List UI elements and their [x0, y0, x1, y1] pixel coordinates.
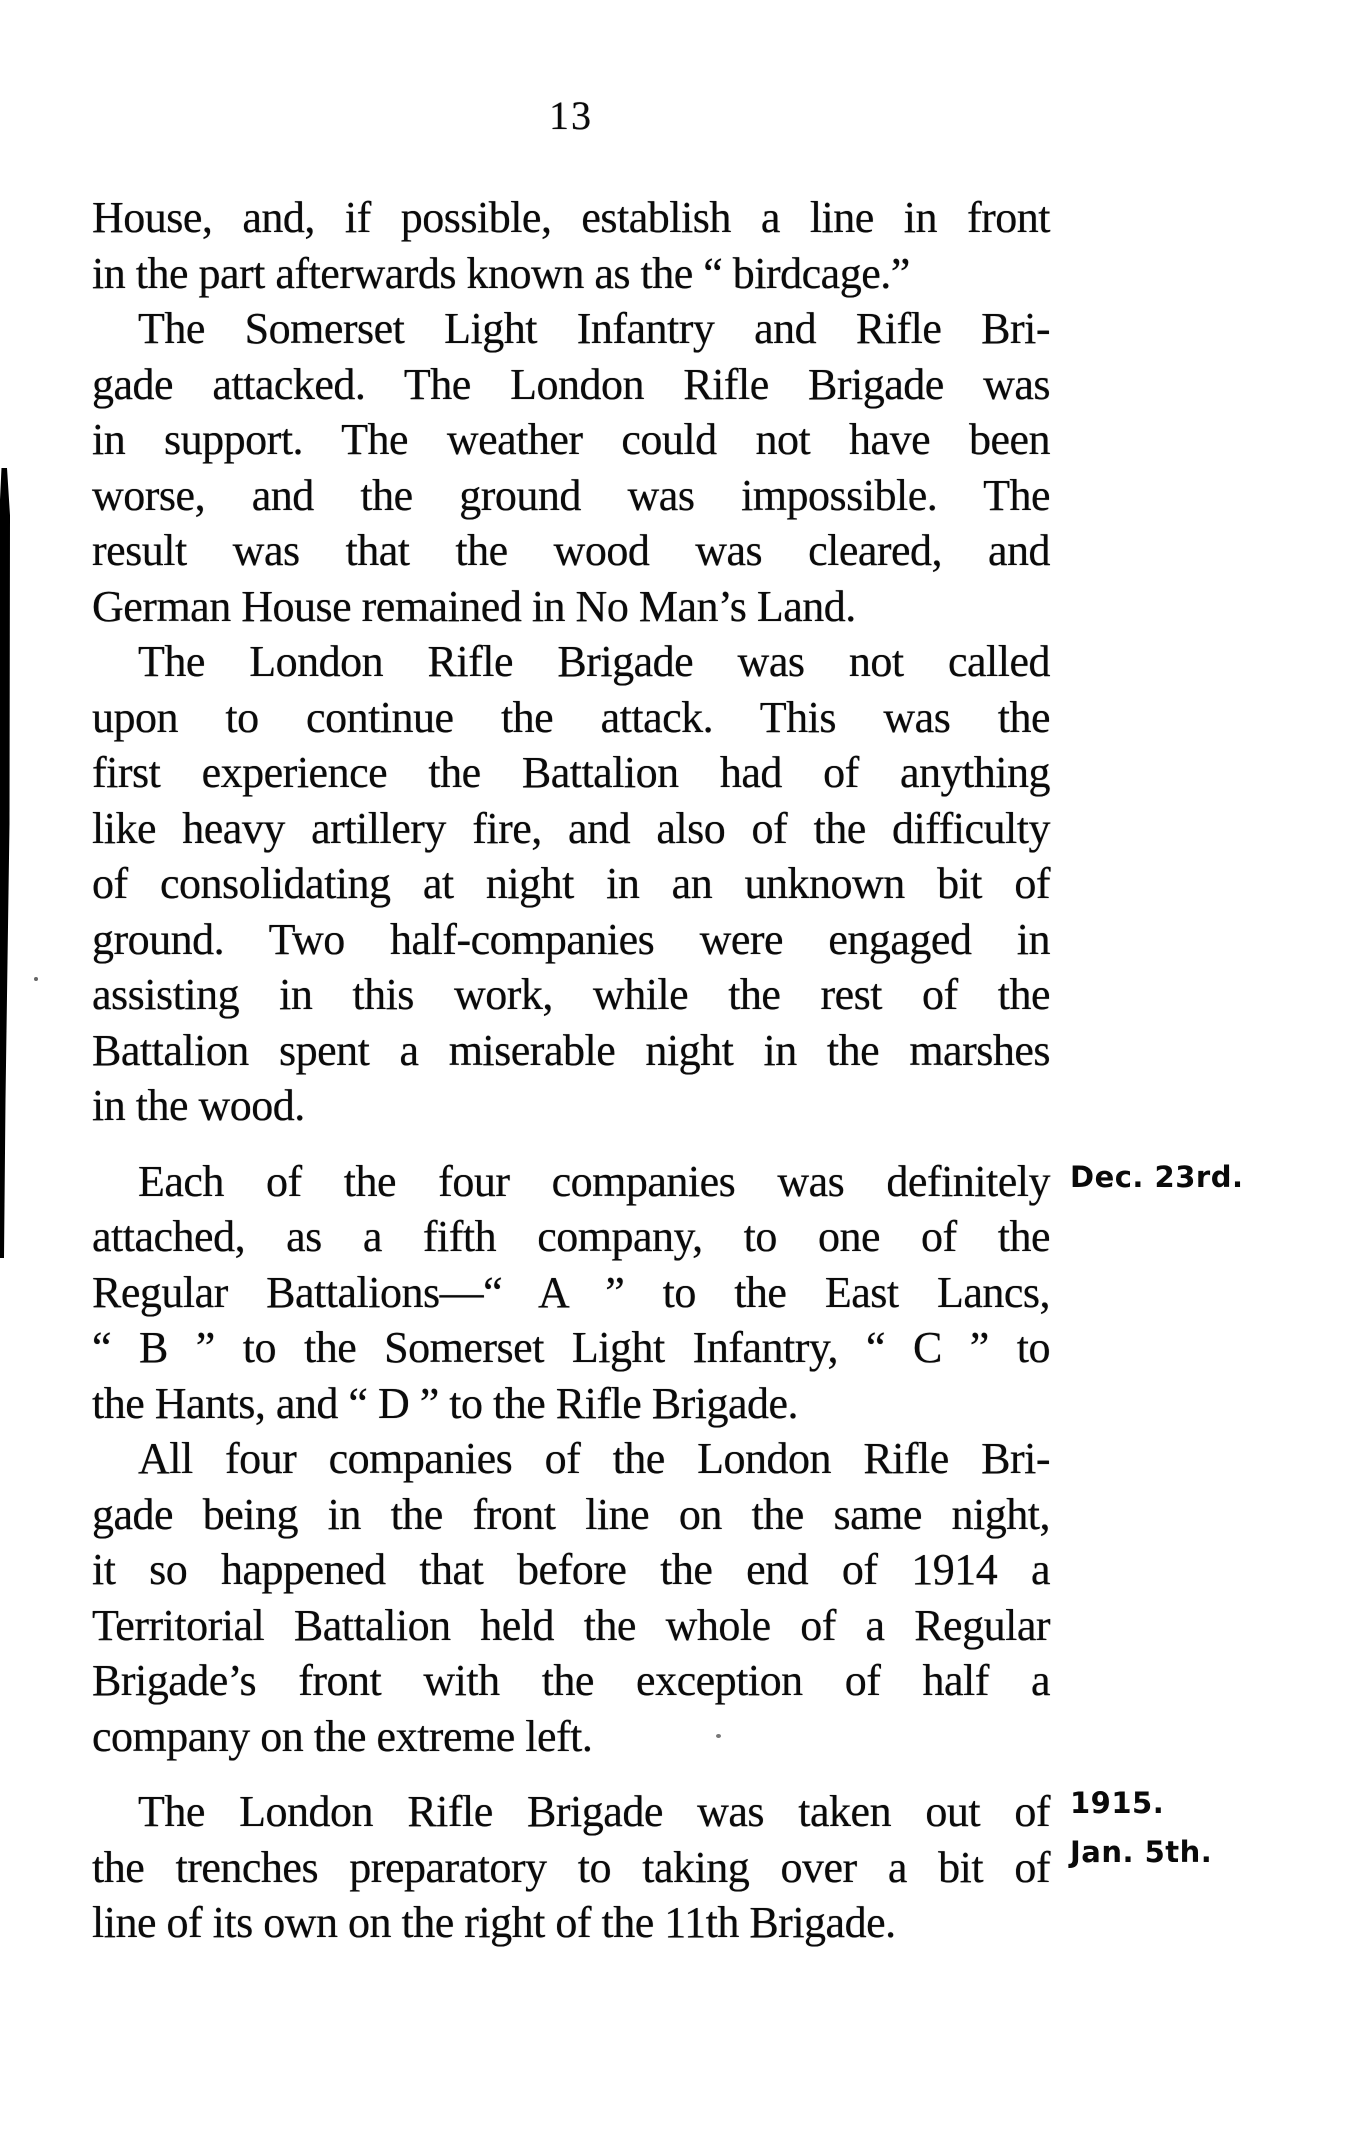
text-line: “ B ” to the Somerset Light Infantry, “ C ” to [92, 1323, 1050, 1372]
body-text [92, 190, 1050, 1951]
text-line: in the wood. [92, 1081, 305, 1130]
margin-note-jan-5th: Jan. 5th. [1070, 1835, 1213, 1869]
text-line: The London Rifle Brigade was taken out of [138, 1787, 1050, 1836]
gutter-scan-artifact [0, 468, 10, 1258]
text-line: in the part afterwards known as the “ birdcage.” [92, 248, 910, 298]
text-line: All four companies of the London Rifle Bri- [138, 1434, 1050, 1483]
text-line: upon to continue the attack. This was the [92, 692, 1050, 742]
text-line: Each of the four companies was definitely [138, 1156, 1050, 1206]
text-line: gade attacked. The London Rifle Brigade was [92, 359, 1050, 409]
text-line: Battalion spent a miserable night in the marshes [92, 1025, 1050, 1075]
text-line: assisting in this work, while the rest of the [92, 970, 1050, 1019]
text-line: the Hants, and “ D ” to the Rifle Brigade. [92, 1378, 799, 1428]
paragraph [92, 634, 1050, 1134]
text-line: worse, and the ground was impossible. The [92, 470, 1050, 520]
text-line: it so happened that before the end of 1914 a [92, 1545, 1050, 1594]
ink-speck [34, 977, 38, 981]
paragraph [92, 1431, 1050, 1764]
page-number: 13 [549, 93, 593, 138]
margin-note-dec-23rd: Dec. 23rd. [1070, 1160, 1244, 1194]
text-line: Territorial Battalion held the whole of a Regular [92, 1600, 1050, 1650]
paragraph [92, 1154, 1050, 1432]
text-line: ground. Two half-companies were engaged in [92, 914, 1050, 964]
text-line: attached, as a fifth company, to one of the [92, 1212, 1050, 1261]
text-line: of consolidating at night in an unknown bit of [92, 859, 1050, 908]
margin-note-1915: 1915. [1070, 1786, 1165, 1820]
paragraph [92, 1784, 1050, 1951]
text-line: House, and, if possible, establish a line in front [92, 193, 1050, 242]
text-line: line of its own on the right of the 11th Brigade. [92, 1898, 896, 1947]
text-line: in support. The weather could not have been [92, 415, 1050, 464]
text-line: like heavy artillery fire, and also of the difficulty [92, 803, 1050, 853]
text-line: first experience the Battalion had of anything [92, 748, 1050, 797]
text-line: the trenches preparatory to taking over a bit of [92, 1842, 1050, 1892]
text-line: result was that the wood was cleared, and [92, 526, 1050, 575]
text-line: gade being in the front line on the same night, [92, 1489, 1050, 1539]
paragraph [92, 190, 1050, 301]
text-line: The London Rifle Brigade was not called [138, 637, 1050, 686]
paragraph [92, 301, 1050, 634]
text-line: Brigade’s front with the exception of half a [92, 1656, 1050, 1705]
text-line: German House remained in No Man’s Land. [92, 581, 856, 631]
text-line: Regular Battalions—“ A ” to the East Lancs, [92, 1267, 1050, 1317]
text-line: company on the extreme left. [92, 1711, 593, 1761]
text-line: The Somerset Light Infantry and Rifle Bri- [138, 304, 1050, 353]
